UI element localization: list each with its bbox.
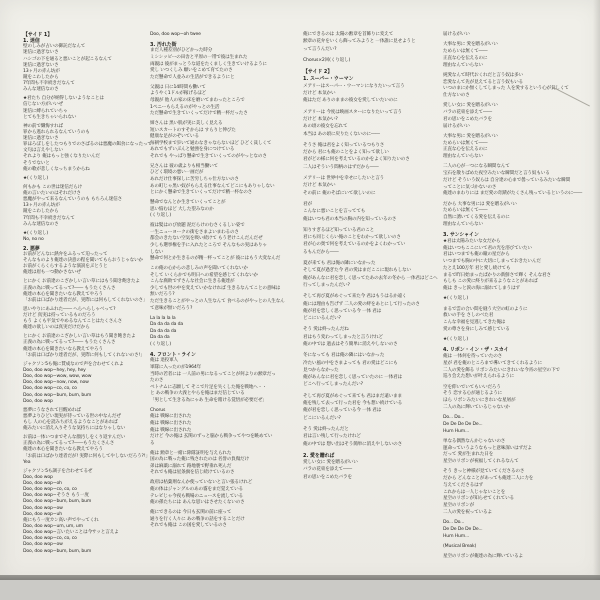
song-title: 3. 汚れた街 <box>150 41 177 48</box>
lyric-line: ただ生きることがやっとの人生なんて 食べるのがやっとの人生なん <box>150 299 285 305</box>
lyric-line: Doo, doo wop−言いたいことは今サッと言えよ <box>23 530 119 536</box>
lyric-line: 俺達は眉も一つ動かさないぜ <box>23 270 81 276</box>
lyric-line: 君は言い残して行ったけれど <box>303 434 361 440</box>
lyric-line: Da da da da <box>150 328 177 334</box>
lyric-line: お前がどんなに熱弁をふるって迫ったって <box>23 251 108 257</box>
lyric-line: いつのまにか無くしてしまった 人を愛するという心が貧しくて <box>443 86 569 92</box>
lyric-line: 君にも同じくらい俺のことをわかって欲しいのさ <box>303 235 401 241</box>
lyric-line: る <box>150 440 155 446</box>
lyric-line: 君の思いをこめたバラを <box>443 116 492 122</box>
lyric-line: 愛の尊さを身にしみて感じている <box>443 326 510 332</box>
lyric-line: 何もかも この世は迷信だらけ <box>23 184 83 190</box>
lyric-line: 毎朝学校まで歩いて通わなきゃならないほど ひどく貧しくて <box>150 140 272 146</box>
lyric-line: それでも俺は この国を愛しているのさ <box>150 523 227 529</box>
lyric-line: これからは一人じゃないことを <box>443 489 506 495</box>
lyric-line: 恋愛なんて先が見えてると言う奴もいる <box>443 79 523 85</box>
song-title: 1. 迷信 <box>23 38 40 45</box>
lyric-line: こんな幸福を見逃してきた俺は <box>443 320 506 325</box>
lyric-line: 俺にもう一度カン高い声でやってくれ <box>23 517 99 523</box>
lyric-line: 二人の心が一つになる瞬間なんて <box>443 164 510 170</box>
lyric-line: 冷たい風の中をさまよっても 君の愛はどこにも <box>303 360 398 366</box>
lyric-line: 俺があんなに君を恋しく思っていたのに 一体君は <box>303 375 403 381</box>
lyric-line: 星空のリボンが知らせてくれている <box>443 496 514 502</box>
lyric-line: みんな迷信なのさ <box>23 221 59 227</box>
lyric-line: 俺は 戦線に出された <box>150 421 192 427</box>
lyric-line: ジャクソン5も俺に賛成なので声を合わせてくれよ <box>23 361 124 367</box>
lyric-line: そう 愛は終ったんだと <box>303 426 349 432</box>
lyric-line: とにかく お前達のこざかしい言い草にはもう聞き飽きたよ <box>23 279 140 285</box>
lyric-line: 弟は麻薬に溺れて 路地裏で野垂れ死んだ <box>150 463 232 469</box>
lyric-line: ジャクソン5も調子を合わせてるぜ <box>23 468 93 474</box>
lyric-line: 俺は 戦線に出された <box>150 427 192 433</box>
lyric-line: 悪魔がやって来るなんていうのも もちろん迷信さ <box>23 197 123 203</box>
lyric-line: 俺は 戦線に出された <box>150 414 192 420</box>
lyric-line: たとえ100万年 君と愛し続けても <box>443 265 511 271</box>
lyric-line: 宝石を散りばめた夜空みたいな瞬間だと言う奴もいる <box>443 171 550 176</box>
lyric-line: (くり返し) <box>150 341 172 347</box>
lyric-line: 二人の愛を飾る リボンみたいにきれいな今宵の星空の下で <box>443 367 560 373</box>
lyric-line: Doo, doo wop−hey, hey, hey <box>23 367 86 373</box>
lyric-line: Doo, doo wop−そうさ もう一度 <box>23 493 89 499</box>
lyric-line: どこにいるんだい? <box>303 415 341 421</box>
lyric-line: 両親は 彼がまっとうな道をたくましく生きていけるように <box>150 61 267 67</box>
lyric-line: ようやく1ドルが稼げるほど <box>150 91 207 97</box>
lyric-line: No, no no <box>23 236 44 242</box>
song-title: 1. スーパー・ウーマン <box>303 76 354 83</box>
lyric-line: Chorus <box>150 407 166 413</box>
lyric-line: Doo, doo wop−ow <box>23 505 63 511</box>
lyric-line: De De De De De... <box>443 526 483 532</box>
lyric-line: Doo, doo wop <box>23 398 53 404</box>
lyric-line: そして いくらかでも明日への希望を感じてくれないか <box>150 272 258 278</box>
lyric-line: 君が <box>303 201 312 207</box>
lyric-line: Do... Do... <box>443 520 465 525</box>
lyric-line: Doo, doo wop−co, co, co <box>23 487 77 493</box>
lyric-line: 少しも選挙権を手に入れたところで そんなもの実はありゃ <box>150 243 267 248</box>
lyric-line: 通りを行く人々に あの戦争の話をすることだけ <box>150 516 245 522</box>
lyric-line: 二人の愛を祝っているよ <box>443 509 492 515</box>
lyric-line: こんなに悪いことを言ってても <box>303 209 366 215</box>
lyric-line: だから どんなことがあっても俺達二人に力を <box>443 476 534 481</box>
lyric-line: 君の思いをこめたバラを <box>303 474 352 480</box>
lyric-line: そして再び夏がめぐって来た今 君はもうはるか遠く <box>303 294 407 300</box>
lyric-line: Doo, doo wop−um, um, um <box>23 523 83 529</box>
lyric-line: ★君は太陽みたいな女だから <box>443 238 501 244</box>
lyric-line: ベトナムに志願して そこで片足を失くした俺を戦地へ・・ <box>150 384 267 390</box>
lyric-line: 軍隊に入ったのが1964年 <box>150 364 202 370</box>
lyric-line: 俺の歌が悲しくなっちまうからね <box>23 166 90 172</box>
lyric-line: 仕方ないのさ <box>443 93 470 98</box>
lyric-line: もし 人の心を読みちがえるようなことがあれば <box>23 419 118 425</box>
lyric-line: 正義の為に戦ってるって?――もうたくさんさ <box>23 441 115 447</box>
lyric-line: 俺があんなに君を恋しく思ってたあの去年の冬から 一体君はどこへ <box>303 275 438 281</box>
lyric-line: 君がどの様に何を考えているのかをよく知りたいのさ <box>303 157 410 163</box>
lyric-line: 姉さんは 黒い肌が実に美しく見える <box>150 121 223 127</box>
song-title: 4. フロント・ライン <box>150 351 196 358</box>
lyric-line: とにかく懸命で生きていくってだけで精一杯なのさ <box>150 190 253 196</box>
lyric-line: あの頃の彼女を忘れて <box>303 124 348 130</box>
lyric-line: 俺が君を恋しく思っている今 一体 君は <box>303 308 382 314</box>
lyric-line: 政府は枯葉剤なんか使っていないと言い張るけれど <box>150 480 253 486</box>
lyric-line: 兄さんは 彼の歳よりも相当働いて <box>150 163 218 169</box>
lyric-line: 俺の中では 想い出はそう簡単に消えやしないのさ <box>303 441 403 447</box>
lyric-line: 勲章の花弁をいくら飾ってみようと 一体誰に見せようと <box>303 39 416 45</box>
lyric-line: そうさ 俺は君をよく知っているつもりさ <box>303 142 385 148</box>
lyric-line: 届けるがいい <box>443 32 470 37</box>
lyric-line: お前がくらくらするような演説をぶとうと <box>23 264 108 270</box>
lyric-line: 健康な足がのぞいている <box>150 134 199 140</box>
lyric-line: 運命っていうようなもっと意味深いはずだよ <box>443 445 532 451</box>
lyric-line: みんな迷信なのさ <box>23 87 59 93</box>
lyric-line: ほら リボンみたいにきれいな星屑が <box>443 398 516 403</box>
lyric-line: 俺は 一体何を待っていたのさ <box>443 354 503 359</box>
lyric-line: ★(くり返し) <box>443 296 469 302</box>
lyrics-column-4 <box>443 33 582 562</box>
lyric-line: だけど 本気かい <box>303 91 336 97</box>
lyric-line: 二人の為に輝いているじゃないか <box>443 404 510 410</box>
lyric-line: 思い悩むほど 大した望みなのか <box>150 206 214 212</box>
lyric-line: Chorus×2回(くり返し) <box>303 57 351 63</box>
lyric-line: 二人はそういう間柄のはずだから―― <box>303 164 379 170</box>
lyric-line: メアリーはスーパー・ウーマンになりたいって言う <box>303 83 405 89</box>
lyric-line: 君はもう変わってしまったと言うけれど <box>303 334 383 340</box>
lyric-line: 正直な心を伝えるのに <box>443 147 488 153</box>
lyric-line: 純愛なんて時代おくれだと言う奴は多い <box>443 72 523 78</box>
lyric-line: Doo, doo wop−uh <box>23 511 62 517</box>
lyric-line: 君が心の奥で何を考えているのかをよくわかってい <box>303 242 406 248</box>
lyric-line: その前に 俺のそばにいて欲しいのに <box>303 190 376 196</box>
lyric-line: あれでもずいぶんと勉強を身につけている <box>150 147 235 153</box>
lyric-line: 大事な男に 愛を贈るがいい <box>443 133 498 139</box>
lyric-line: いつまでも胸の中に大切にしまっておきたいんだ <box>443 259 541 264</box>
lyrics-column-2 <box>150 33 285 531</box>
lyric-line: メアリーは 今度は映画スターになりたいって言う <box>303 109 402 115</box>
lyric-line: 迷信に縛られていちゃ <box>23 108 68 114</box>
lyric-line: 迷信に過ぎないさ <box>23 136 59 142</box>
lyric-line: バラの花束を添えて―― <box>443 110 492 115</box>
lyric-line: 迷信に過ぎないさ <box>23 50 59 56</box>
lyric-line: 届けるがいい <box>443 123 470 129</box>
lyric-line: 無いだろう? <box>150 292 175 298</box>
lyric-line: て意味が無いだろう? <box>150 305 193 311</box>
lyric-line: 思いやりにあふれた―― へらへらしゃべって? <box>23 306 116 312</box>
lyric-line: 理由なんていらない <box>443 154 483 159</box>
lyric-line: 正義の為に戦ってるって?―― もうたくさんさ <box>23 285 116 291</box>
lyric-line: そんなものより俺達の決意の程を聞いてもらおうじゃないか <box>23 258 143 264</box>
lyric-line: だけど そういう奴らは 自分達の心まで曇っているみたいな瞬間 <box>443 177 571 183</box>
lyric-line: そして再び夏がめぐって来ても 君はまだ遠いまま <box>303 393 402 399</box>
lyric-line: Doo, doo wop−oh twee <box>150 32 201 37</box>
lyric-line: Hum Hum... <box>443 533 470 539</box>
song-title: 2. 悪夢 <box>23 245 40 252</box>
lyric-line: La la la la la <box>150 315 176 321</box>
lyric-line: 俺はただ ありのままの彼女を愛していたいのに <box>303 98 398 104</box>
lyric-line: そうでないと <box>23 160 50 166</box>
lyric-line: 俺達の本心を聞きたいなら教えてやろう <box>23 447 103 453</box>
lyric-line: 俺みたいに消え入りそうな気持ちにはなりゃしない <box>23 426 126 432</box>
lyric-line: この俺の心からの悲しみの声を聞いてくれないか <box>150 266 248 272</box>
lyric-line: 俺には理由も告げず 二人の愛の絆をあとにして行ったのさ <box>303 301 420 307</box>
lyric-line: 俺達の本心を聞きたいなら教えてやろう <box>23 346 103 352</box>
lyric-line: 俺達の本心を聞きたいなら教えてやろう <box>23 291 103 297</box>
lyric-line: まるで昨日始まったばかりの新鮮さで輝く そんな君さ <box>443 272 551 278</box>
lyric-line: 自然に湧いてくる愛を伝えるのに <box>443 215 510 220</box>
lyric-line: だけど 本気かい <box>303 183 336 189</box>
lyric-line: 「男として生きる為にゃあ 生命を賭ける覚悟が必要だぜ」 <box>150 397 267 403</box>
lyric-line: Doo, doo wop−now, now, now <box>23 380 89 386</box>
lyric-line: だけど 今の俺は 玄関のずっと脇から戦争ってやつを眺めてい <box>150 434 273 440</box>
lyric-line: テレビじゃ今夜も戦場のニュースを流している <box>150 493 243 499</box>
lyric-line: 「お前は口ばかり達者だが! 実際に何もしてやしないだろう?!」 <box>23 453 150 459</box>
lyric-line: ただ懸命で生きていくってだけで精一杯だったさ <box>150 111 248 117</box>
lyric-line: 俺の孫たちには あんな思いはさせたくないのさ <box>150 500 245 506</box>
lyric-line: Doo, doo wop−oh <box>23 481 62 486</box>
lyric-line: こんな腐敗でずさんな社会に生きる俺達が <box>150 279 235 285</box>
lyric-line: と あの戦争の大義とやらを俺はまだ信じている <box>150 391 245 397</box>
song-title: 3. サンシャイン <box>443 232 479 238</box>
lyric-line: 迷信に過ぎないさ <box>23 62 59 68</box>
lyrics-column-3 <box>303 33 437 483</box>
lyric-line: 星が 君を俺のところまで導いてきてくれるように <box>443 360 543 366</box>
lyric-line: 「お前は口ばかり達者だが、実際には何もしてくれないのさ」 <box>23 297 148 303</box>
lyric-line: そう きっと神様が見ていてくださるのさ <box>443 469 525 475</box>
lyric-line: 俺の体はジャングルのあの霧をまだ覚えている <box>150 486 243 492</box>
lyric-line: 鏡をこわしたから <box>23 74 59 80</box>
song-title: 4. リボン・イン・ザ・スカイ <box>443 347 509 354</box>
lyric-line: そう 愛は終ったんだね <box>303 327 349 333</box>
lyric-line: メアリーは 世界中を幸せにしたいと言う <box>303 176 385 182</box>
lyric-line: 救いの手を さしのべた君 <box>443 313 494 319</box>
lyric-line: 行ってしまったんだい? <box>303 282 350 288</box>
lyric-line: 文句は言えやしない <box>23 148 63 154</box>
lyric-line: ためらいは無くて―― <box>443 49 488 54</box>
lyric-line: 信じない方がいいぜ <box>23 102 63 108</box>
lyric-line: 星空のリボンが俺達の為に輝いているよ <box>443 554 523 559</box>
lyric-line: 母親が 他人の家の床を磨いてまわったところで <box>150 97 245 103</box>
lyric-line: Da da da da da <box>150 322 184 328</box>
lyric-line: 星空のリボンが祝福してくれるなんて <box>443 459 519 464</box>
lyric-line: ためらいは無くて―― <box>443 140 488 146</box>
song-title: 2. 愛を贈れば <box>303 452 335 459</box>
song-title: 【サイド 2】 <box>303 69 333 76</box>
lyric-line: 俺達のまわりには まだ愛の奇蹟がたくさん残っているというのに―― <box>443 191 583 197</box>
lyric-line: 短いスカートのすそからは すらりと伸びた <box>150 127 236 133</box>
lyric-line: 1ペニーもらえるのがやっとの生活 <box>150 104 220 110</box>
lyric-line: 俺にできるのは 今日も玄関の前に座って <box>150 510 232 516</box>
lyric-line: 俺はいつもここにいて君の光を浴びていたい <box>443 245 532 251</box>
lyric-line: そう 恋する心が通じるように <box>443 391 503 397</box>
lyric-line: 父親は 日に14時間も働いて <box>150 84 206 90</box>
lyric-line: 悪夢にうなされて目醒めれば <box>23 407 81 413</box>
lyric-line: ★君たち 自分が納得しないようなことは <box>23 96 104 102</box>
lyric-line: 都会のきたない空気を吸い続けて もう老けこんだんだぜ <box>150 236 263 242</box>
lyric-line: 空を仰いでいてもいいだろう <box>443 384 501 390</box>
lyric-line: 俺はいつも君の本当の胸の内を知っているのさ <box>303 216 397 222</box>
lyric-line: るもんだから―― <box>303 249 339 255</box>
lyric-line: 愛し いつくしみ 願いをこめて育てたのさ <box>150 68 233 74</box>
lyric-line: 俺の言いたいのはそれだけさ <box>23 190 81 196</box>
lyric-line: そして夏が過ぎた今 君の愛はまだここに現れもしない <box>303 268 411 274</box>
lyric-line: 当時の若者には 一人前の男になるってことが何よりの勲章だっ <box>150 371 276 377</box>
lyric-line: とても生きちゃいられない <box>23 114 77 120</box>
lyric-line: 罪ほろぼしをしたつもりでのさばるのは悪魔の餌食になったって <box>23 142 152 148</box>
lyric-line: 与えてくださるはず <box>443 482 483 488</box>
lyric-line: De De De De De... <box>443 421 483 427</box>
lyric-line: 悪夢よりひどい現実が待っている世の中なんだぜ <box>23 413 121 419</box>
lyric-line: どこにいるんだい? <box>303 316 341 322</box>
lyric-line: Doo, doo wop−wow, wow, wow <box>23 374 92 380</box>
paper-right-shading <box>593 0 600 582</box>
lyric-line: 愛しい女に 愛を贈るがいい <box>303 460 358 466</box>
lyric-line: 一生ニューヨークの街をさまよいまわるのさ <box>150 229 239 235</box>
lyric-line: Do... Do... <box>443 415 465 420</box>
lyric-line: 正義の為に戦ってるって?―― もうたくさんさ <box>23 340 116 346</box>
lyric-line: 星空のリボンが <box>443 503 475 508</box>
lyric-line: 知りすぎるほど知っている君のこと <box>303 227 375 233</box>
lyric-line: 13ヶ月の赤ん坊が <box>23 68 60 74</box>
lyric-line: あの町じゃ黒い奴がもらえる仕事なんてどこにもありゃしない <box>150 183 275 189</box>
lyric-line: ★(くり返し) <box>23 230 49 236</box>
lyric-line: Doo, doo wop−co, co, co <box>23 386 77 392</box>
lyric-line: ミシシッピーの田舎と平原の一帯で彼は生まれた <box>150 55 248 61</box>
lyric-line: 懸命でなんとか生きていくってことが <box>150 200 226 206</box>
lyric-line: 俺にできるのは 太陽の勲章を首飾りに変えて <box>303 32 394 37</box>
lyric-line: 7年間も不幸続きだなんて <box>23 81 75 87</box>
lyric-line: 神の前で懺悔すれば <box>23 123 63 129</box>
lyric-line: 懸命で何とか生きるのが精一杯ってことが 彼にはもう大変なんだ <box>150 256 281 262</box>
lyric-line: 俺が君を恋しく思っている今 一体 君は <box>303 408 382 414</box>
lyric-line: 俺達の欲しいのは真実だけだから <box>23 325 90 331</box>
lyric-line: それでも俺は星条旗を信じ続けているのさ <box>150 470 235 476</box>
lyric-line: 巡り会えた想いが叶えられるように <box>443 374 515 380</box>
lyric-line: Doo, doo wop−ow <box>23 542 63 548</box>
lyric-line: 愛しい女に 愛を贈るがいい <box>443 103 498 109</box>
lyric-line: 彼は髪はのび放題 泥だらけのむさくるしい姿で <box>150 223 245 229</box>
lyric-line: ためらいは無くて―― <box>443 208 488 214</box>
lyric-line: 俺は 退役軍人 <box>150 358 178 364</box>
lyric-line: (Musical Break) <box>443 543 477 549</box>
lyric-line: ただ懸命で人並みの生活ができるようにと <box>150 74 235 80</box>
lyric-line: しない <box>150 249 164 255</box>
lyric-line: 夏が来ても 君は俺の隣にいなかった <box>303 261 376 267</box>
lyric-line: 「お前は口ばかり達者だが、実際に何もしてくれないのさ!」 <box>23 352 145 358</box>
lyric-line: もう よくも平気でやめるなんてことはたくさんさ <box>23 319 123 325</box>
lyric-line: 鏡をこわしたから <box>23 209 59 215</box>
lyric-line: 冬になっても 君は俺の隣にはいなかった <box>303 353 385 359</box>
lyric-line: Doo, doo wop−bum, bum, bum <box>23 548 92 554</box>
song-title: 【サイド 1】 <box>23 32 53 38</box>
lyric-line: たのさ <box>150 378 164 384</box>
lyric-line: 君はいつまでも俺の瞳の星だから <box>443 252 510 258</box>
lyric-line: 本当は あの頃に戻りたくないのに―― <box>303 131 380 137</box>
lyric-line: とにかく お前達のこざかしい言い草はもう聞き飽きたよ <box>23 334 136 340</box>
lyric-line: もしも この愛に終りが来るようなことがあれば <box>443 279 538 285</box>
lyric-line: お前は一体いつまでそんな顔汚しをくり返すんだい <box>23 435 126 441</box>
lyric-line: ってことに気づかないのさ <box>443 184 497 190</box>
lyric-line: Doo, doo wop−bum, bum, bum <box>23 499 92 505</box>
lyric-line: バラの花束を添えて―― <box>303 467 352 473</box>
lyric-line: って言うんだい? <box>303 46 337 52</box>
lyric-line: 俺を残して去って行った君を 今も想い続けている <box>303 401 403 407</box>
lyric-line: 単なる偶然なんかじゃないのさ <box>443 438 506 444</box>
lyric-line: 罪から逃れられるなんていうのも <box>23 129 90 135</box>
lyric-line: どこへ行ってしまったんだい? <box>303 382 363 388</box>
lyric-line: ひどく環境の悪い一画だが <box>150 170 204 176</box>
lyric-line: それでも やっぱり懸命で生きていくってのがやっとなのさ <box>150 153 267 159</box>
lyric-line: だって 愛が生まれた日を <box>443 452 494 458</box>
lyric-line: あれだけ仕事探しに苦労しちゃ仕方ないのさ <box>150 177 239 183</box>
lyric-line: Doo, doo wop−bum, bum, bum <box>23 392 92 398</box>
lyric-line: ハシゴの下を通ると悪いことが起こるなんて <box>23 56 112 62</box>
lyric-line: だけど 本気かい? <box>303 116 338 122</box>
lyric-line: まだ人種差別がひどかった時分 <box>150 48 213 54</box>
lyric-line: (くり返し) <box>150 213 172 219</box>
lyric-line: まるで雲の合い間を縫う大空の虹のように <box>443 306 528 312</box>
lyric-line: ★(くり返し) <box>23 175 49 181</box>
lyric-line: 理由なんていらない <box>443 221 483 227</box>
lyric-line: 大事な男に 愛を贈るがいい <box>443 42 498 48</box>
lyric-line: ★(くり返し) <box>443 337 469 342</box>
lyric-line: Yea <box>23 459 31 465</box>
lyric-line: 俺は 勲章と一緒に除隊証明を与えられた <box>150 450 232 456</box>
lyric-line: だから 君にも俺のことをよく知って欲しい <box>303 150 389 156</box>
lyric-line: Hum Hum... <box>443 428 470 434</box>
lyric-line: Doo, doo wop <box>23 474 53 480</box>
lyric-line: 正直な心を伝えるのに <box>443 55 488 61</box>
lyric-line: 少しでも世の中を変えていかなければ 生きるなんてことの意味は <box>150 285 281 291</box>
lyric-line: 俺の中では 過去はそう簡単に消えやしないのさ <box>303 341 398 347</box>
lyric-line: Doo, doo wop−co, co, co <box>23 536 77 542</box>
lyric-line: 13ヶ月の赤ん坊が <box>23 203 60 209</box>
lyric-line: だから 大事な男には 愛を贈るがいい <box>443 201 517 207</box>
lyric-line: Da da da <box>150 335 170 341</box>
lyric-line: 理由なんていらない <box>443 62 483 68</box>
lyric-line: それより 俺はもっと強くなりたいんだ <box>23 154 100 160</box>
lyrics-column-1 <box>23 33 152 556</box>
lyric-line: 見つからなかった <box>303 367 339 373</box>
lyric-line: だけど 真実は持っているものだろう <box>23 313 96 319</box>
lyric-line: 壁のしみが占いの御託だなんて <box>23 44 86 50</box>
scanner-background <box>0 580 600 600</box>
lyric-line: 7年間も不幸続きだなんて <box>23 215 75 221</box>
lyric-line: 国の為に戦った俺に残されたのは 名誉の負傷だけ <box>150 457 250 463</box>
lyric-line: 俺は きっと涙の海に溺れてしまうはず <box>443 286 520 291</box>
